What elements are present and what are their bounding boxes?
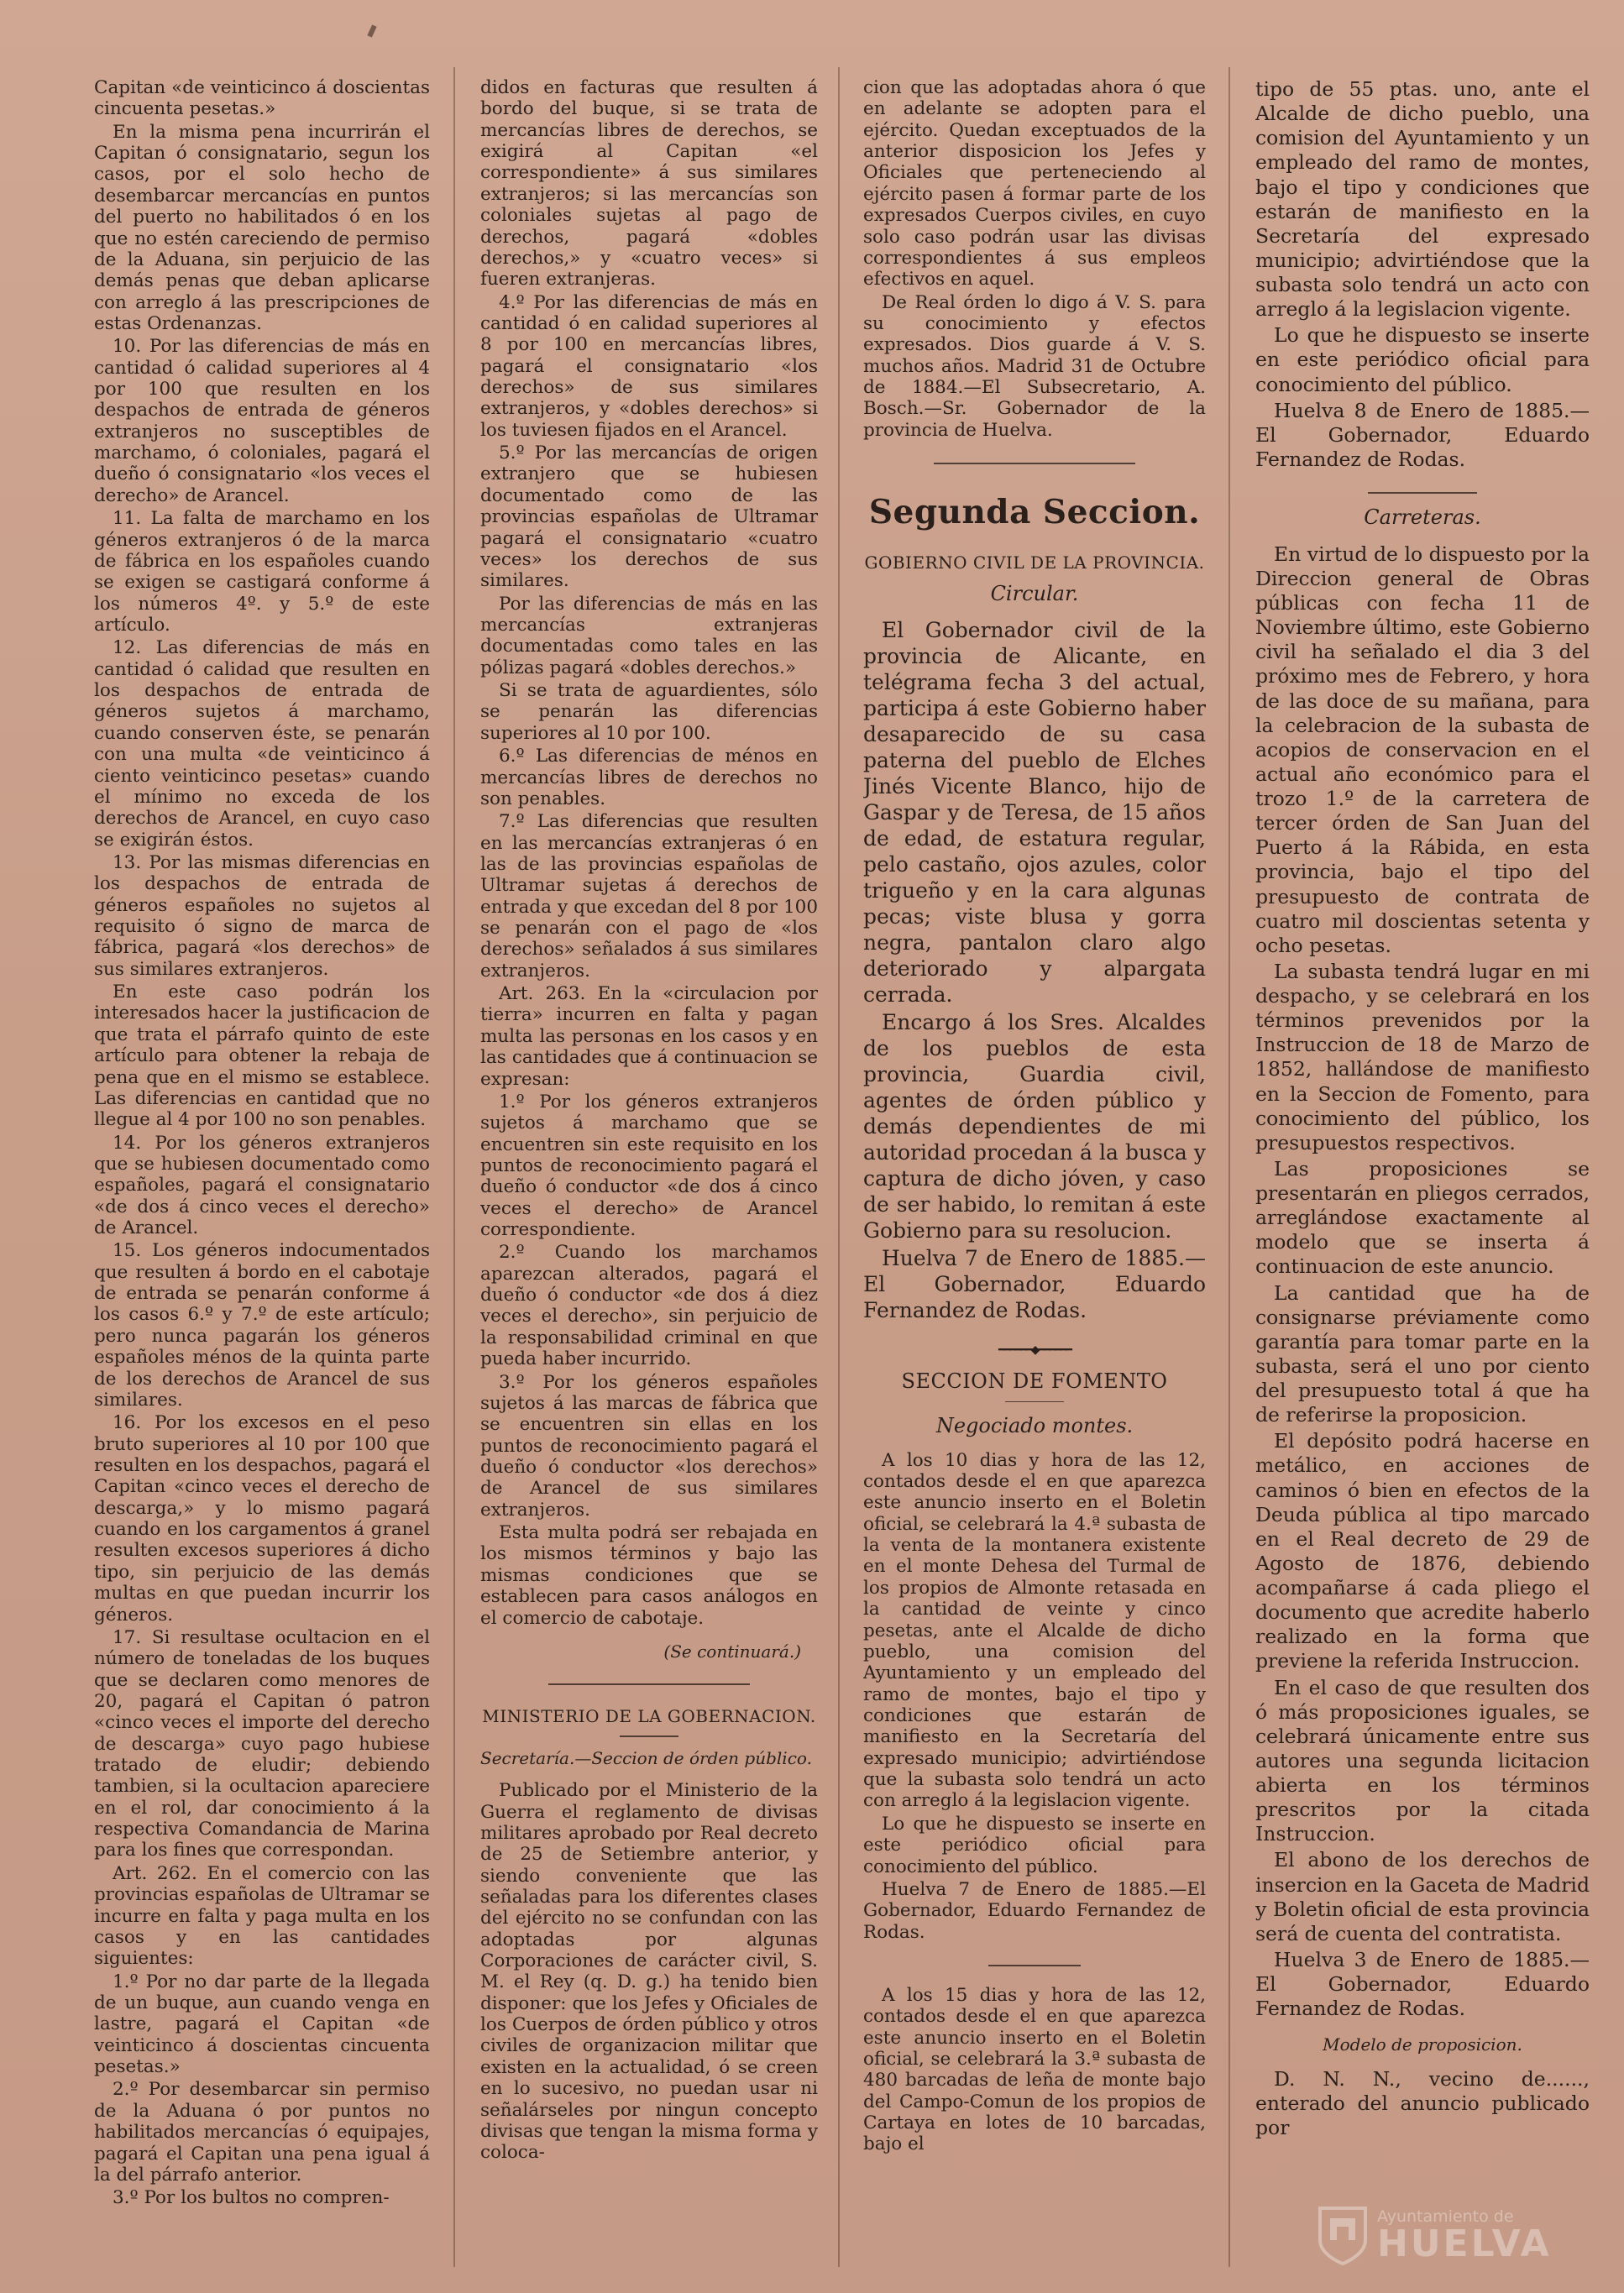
paragraph: 10. Por las diferencias de más en cantidad ó calidad superiores al 4 por 100 que resulten en los despachos de entrada de géneros extranjeros no susceptibles de marchamo, ó coloniales, pagará el dueño ó consignatario «los veces el derecho» de Arancel.	[94, 336, 430, 506]
ministry-heading: MINISTERIO DE LA GOBERNACION.	[482, 1706, 816, 1727]
paragraph: 6.º Las diferencias de ménos en mercancías libres de derechos no son penables.	[480, 746, 818, 809]
montes-subheading: Negociado montes.	[935, 1414, 1134, 1438]
watermark-line2: HUELVA	[1377, 2222, 1552, 2265]
section-title: Segunda Seccion.	[868, 493, 1201, 532]
paragraph: cion que las adoptadas ahora ó que en adelante se adopten para el ejército. Quedan exceptuados de la anterior disposicion los Jefes y Oficiales que perteneciendo al ejército pasen á formar parte de los expresados Cuerpos civiles, en cuyo solo caso podrán usar las divisas correspondientes á sus empleos efectivos en aquel.	[863, 77, 1206, 291]
fomento-heading: SECCION DE FOMENTO	[901, 1369, 1168, 1393]
paragraph: A los 10 dias y hora de las 12, contados desde el en que aparezca este anuncio inserto en el Boletin oficial, se celebrará la 4.ª subasta de la venta de la montanera existente en el monte Dehesa del Turmal de los propios de Almonte retasada en la cantidad de veinte y cinco pesetas, ante el Alcalde de dicho pueblo, una comision del Ayuntamiento y un empleado del ramo de montes, bajo el tipo y condiciones que estarán de manifiesto en la Secretaría del expresado municipio; advirtiéndose que la subasta solo tendrá un acto con arreglo á la legislacion vigente.	[863, 1449, 1206, 1812]
paragraph: 3.º Por los bultos no compren-	[113, 2187, 390, 2209]
paragraph: En la misma pena incurrirán el Capitan ó consignatario, segun los casos, por el solo hecho de desembarcar mercancías en puntos del puerto no habilitados ó en los que no estén careciendo de permiso de la Aduana, sin perjuicio de las demás penas que deban aplicarse con arreglo á las prescripciones de estas Ordenanzas.	[94, 121, 430, 334]
paragraph: A los 15 dias y hora de las 12, contados desde el en que aparezca este anuncio inserto en el Boletin oficial, se celebrará la 3.ª subasta de 480 barcadas de leña de monte bajo del Campo-Comun de los propios de Cartaya en lotes de 10 barcadas, bajo el	[863, 1984, 1206, 2155]
paragraph: Huelva 8 de Enero de 1885.—El Gobernador, Eduardo Fernandez de Rodas.	[1255, 398, 1590, 471]
paragraph: Encargo á los Sres. Alcaldes de los pueblos de esta provincia, Guardia civil, agentes de órden público y demás dependientes de mi autoridad procedan á la busca y captura de dicho jóven, y caso de ser habido, lo remitan á este Gobierno para su resolucion.	[863, 1010, 1206, 1243]
section-lead: Secretaría.—Seccion de órden público.	[480, 1747, 812, 1768]
column-rule	[1228, 67, 1230, 2267]
paragraph: tipo de 55 ptas. uno, ante el Alcalde de dicho pueblo, una comision del Ayuntamiento y un empleado del ramo de montes, bajo el tipo y condiciones que estarán de manifiesto en la Secretaría del expresado municipio; advirtiéndose que la subasta solo tendrá un acto con arreglo á la legislacion vigente.	[1255, 77, 1590, 322]
paragraph: Lo que he dispuesto se inserte en este periódico oficial para conocimiento del público.	[1255, 323, 1590, 396]
paragraph: 1.º Por los géneros extranjeros sujetos á marchamo que se encuentren sin este requisito en los puntos de reconocimiento pagará el dueño ó conductor «de dos á cinco veces el derecho» de Arancel correspondiente.	[480, 1091, 818, 1241]
paragraph: En este caso podrán los interesados hacer la justificacion de que trata el párrafo quinto de este artículo para obtener la rebaja de pena que en el mismo se establece. Las diferencias en cantidad que no llegue al 4 por 100 no son penables.	[94, 982, 430, 1131]
paper-mark	[367, 24, 376, 37]
column-4	[1255, 77, 1590, 2269]
paragraph: 7.º Las diferencias que resulten en las mercancías extranjeras ó en las de las provincias españolas de Ultramar sujetas á derechos de entrada y que excedan del 8 por 100 se penarán con el pago de «los derechos» señalados á sus similares extranjeros.	[480, 811, 818, 982]
modelo-subheading: Modelo de proposicion.	[1323, 2034, 1522, 2055]
paragraph: 2.º Por desembarcar sin permiso de la Aduana ó por puntos no habilitados mercancías ó equipajes, pagará el Capitan una pena igual á la del párrafo anterior.	[94, 2079, 430, 2186]
section-divider	[548, 1683, 750, 1685]
paragraph: 3.º Por los géneros españoles sujetos á las marcas de fábrica que se encuentren sin ellas en los puntos de reconocimiento pagará el dueño ó conductor «los derechos» de Arancel de sus similares extranjeros.	[480, 1371, 818, 1521]
city-crest-icon	[1317, 2203, 1369, 2267]
paragraph: El depósito podrá hacerse en metálico, en acciones de caminos ó bien en efectos de la Deuda pública al tipo marcado en el Real decreto de 29 de Agosto de 1876, debiendo acompañarse á cada pliego el documento que acredite haberlo realizado en la forma que previene la referida Instruccion.	[1255, 1429, 1590, 1673]
notice-divider	[988, 1965, 1081, 1966]
heading-underline	[1005, 1401, 1064, 1403]
section-divider	[1368, 492, 1477, 494]
paragraph: En el caso de que resulten dos ó más proposiciones iguales, se celebrará únicamente entre sus autores una segunda licitacion abierta en los términos prescritos por la citada Instruccion.	[1255, 1675, 1590, 1846]
column-3	[863, 77, 1206, 2269]
paragraph: De Real órden lo digo á V. S. para su conocimiento y efectos expresados. Dios guarde á V. S. muchos años. Madrid 31 de Octubre de 1884.—El Subsecretario, A. Bosch.—Sr. Gobernador de la provincia de Huelva.	[863, 291, 1206, 441]
paragraph: 17. Si resultase ocultacion en el número de toneladas de los buques que se declaren como menores de 20, pagará el Capitan ó patron «cinco veces el importe del derecho de descarga» cuyo pago hubiese tratado de eludir; debiendo tambien, si la ocultacion apareciere en el rol, dar conocimiento á la respectiva Comandancia de Marina para los fines que correspondan.	[94, 1626, 430, 1861]
circular-subheading: Circular.	[990, 581, 1079, 605]
heading-underline	[620, 1735, 678, 1737]
paragraph: 4.º Por las diferencias de más en cantidad ó en calidad superiores al 8 por 100 en mercancías libres, pagará el consignatario «los derechos» de sus similares extranjeros, y «dobles derechos» si los tuviesen fijados en el Arancel.	[480, 291, 818, 441]
paragraph: La subasta tendrá lugar en mi despacho, y se celebrará en los términos prevenidos por la Instruccion de 18 de Marzo de 1852, hallándose de manifiesto en la Seccion de Fomento, para conocimiento del público, los presupuestos respectivos.	[1255, 959, 1590, 1154]
continuation-note: (Se continuará.)	[663, 1641, 801, 1662]
paragraph: 2.º Cuando los marchamos aparezcan alterados, pagará el dueño ó conductor «de dos á diez veces el derecho», sin perjuicio de la responsabilidad criminal en que pueda haber incurrido.	[480, 1242, 818, 1370]
paragraph: 11. La falta de marchamo en los géneros extranjeros ó de la marca de fábrica en los españoles cuando se exigen se castigará conforme á los números 4º. y 5.º de este artículo.	[94, 508, 430, 636]
paragraph: 16. Por los excesos en el peso bruto superiores al 10 por 100 que resulten en los despachos, pagará el Capitan «cinco veces el derecho de descarga,» y lo mismo pagará cuando en los cargamentos á granel resulten excesos superiores á dicho tipo, sin perjuicio de las demás multas en que puedan incurrir los géneros.	[94, 1412, 430, 1626]
paragraph: 14. Por los géneros extranjeros que se hubiesen documentado como españoles, pagará el consignatario «de dos á cinco veces el derecho» de Arancel.	[94, 1132, 430, 1239]
column-rule	[838, 67, 840, 2267]
section-divider	[934, 463, 1135, 464]
paragraph: La cantidad que ha de consignarse préviamente como garantía para tomar parte en la subasta, será el uno por ciento del presupuesto total á que ha de referirse la proposicion.	[1255, 1280, 1590, 1427]
watermark-line1: Ayuntamiento de	[1377, 2207, 1514, 2226]
paragraph: En virtud de lo dispuesto por la Direccion general de Obras públicas con fecha 11 de Noviembre último, este Gobierno civil ha señalado el dia 3 del próximo mes de Febrero, y hora de las doce de su mañana, para la celebracion de la subasta de acopios de conservacion en el actual año económico para el trozo 1.º de la carretera de tercer órden de San Juan del Puerto á la Rábida, en esta provincia, bajo el tipo del presupuesto de contrata de cuatro mil doscientas setenta y ocho pesetas.	[1255, 542, 1590, 957]
column-2	[480, 77, 818, 2269]
paragraph: didos en facturas que resulten á bordo del buque, si se trata de mercancías libres de derechos, se exigirá al Capitan «el correspondiente» á sus similares extranjeros; si las mercancías son coloniales sujetas al pago de derechos, pagará «dobles derechos,» y «cuatro veces» si fueren extranjeras.	[480, 77, 818, 291]
paragraph: Las proposiciones se presentarán en pliegos cerrados, arreglándose exactamente al modelo que se inserta á continuacion de este anuncio.	[1255, 1156, 1590, 1279]
paragraph: Huelva 3 de Enero de 1885.—El Gobernador, Eduardo Fernandez de Rodas.	[1255, 1947, 1590, 2021]
paragraph: 13. Por las mismas diferencias en los despachos de entrada de géneros españoles no sujetos al requisito ó signo de marca de fábrica, pagará «los derechos» de sus similares extranjeros.	[94, 851, 430, 980]
paragraph: Esta multa podrá ser rebajada en los mismos términos y bajo las mismas condiciones que se establecen para casos análogos en el comercio de cabotaje.	[480, 1522, 818, 1629]
paragraph: 12. Las diferencias de más en cantidad ó calidad que resulten en los despachos de entrada de géneros sujetos á marchamo, cuando conserven éste, se penarán con una multa «de veinticinco á ciento veinticinco pesetas» cuando el mínimo no exceda de los derechos de Arancel, en cuyo caso se exigirán éstos.	[94, 637, 430, 851]
paragraph: Capitan «de veinticinco á doscientas cincuenta pesetas.»	[94, 77, 430, 120]
paragraph: Huelva 7 de Enero de 1885.—El Gobernador, Eduardo Fernandez de Rodas.	[863, 1878, 1206, 1943]
paragraph: Huelva 7 de Enero de 1885.—El Gobernador, Eduardo Fernandez de Rodas.	[863, 1246, 1206, 1323]
paragraph: D. N. N., vecino de......, enterado del anuncio publicado por	[1255, 2067, 1590, 2140]
paragraph: Art. 263. En la «circulacion por tierra» incurren en falta y pagan multa las personas en los casos y en las cantidades que á continuacion se expresan:	[480, 983, 818, 1090]
paragraph: Si se trata de aguardientes, sólo se penarán las diferencias superiores al 10 por 100.	[480, 680, 818, 744]
column-rule	[453, 67, 455, 2267]
paragraph: 15. Los géneros indocumentados que resulten á bordo en el cabotaje de entrada se penarán conforme á los casos 6.º y 7.º de este artículo; pero nunca pagarán los géneros españoles ménos de la quinta parte de los derechos de Arancel de sus similares.	[94, 1240, 430, 1411]
column-1	[94, 77, 430, 2269]
paragraph: Publicado por el Ministerio de la Guerra el reglamento de divisas militares aprobado por Real decreto de 25 de Setiembre anterior, y siendo conveniente que las señaladas para los diferentes clases del ejército no se confundan con las adoptadas por algunas Corporaciones de carácter civil, S. M. el Rey (q. D. g.) ha tenido bien disponer: que los Jefes y Oficiales de los Cuerpos de órden público y otros civiles de organizacion militar que existen en la actualidad, ó se creen en lo sucesivo, no puedan usar ni señalárseles por ningun concepto divisas que tengan la misma forma y coloca-	[480, 1780, 818, 2164]
archive-watermark	[1317, 2199, 1594, 2271]
paragraph: 5.º Por las mercancías de origen extranjero que se hubiesen documentado como de las provincias españolas de Ultramar pagará el consignatario «cuatro veces» los derechos de sus similares.	[480, 442, 818, 592]
paragraph: Lo que he dispuesto se inserte en este periódico oficial para conocimiento del público.	[863, 1813, 1206, 1877]
paragraph: Por las diferencias de más en las mercancías extranjeras documentadas como tales en las pólizas pagará «dobles derechos.»	[480, 593, 818, 678]
paragraph: Art. 262. En el comercio con las provincias españolas de Ultramar se incurre en falta y paga multa en los casos y en las cantidades siguientes:	[94, 1862, 430, 1970]
paragraph: El abono de los derechos de insercion en la Gaceta de Madrid y Boletin oficial de esta provincia será de cuenta del contratista.	[1255, 1848, 1590, 1945]
paragraph: El Gobernador civil de la provincia de Alicante, en telégrama fecha 3 del actual, participa á este Gobierno haber desaparecido de su casa paterna del pueblo de Elches Jinés Vicente Blanco, hijo de Gaspar y de Teresa, de 15 años de edad, de estatura regular, pelo castaño, ojos azules, color trigueño y en la cara algunas pecas; viste blusa y gorra negra, pantalon claro algo deteriorado y alpargata cerrada.	[863, 618, 1206, 1008]
government-heading: GOBIERNO CIVIL DE LA PROVINCIA.	[864, 552, 1205, 573]
paragraph: 1.º Por no dar parte de la llegada de un buque, aun cuando venga en lastre, pagará el Capitan «de veinticinco á doscientas cincuenta pesetas.»	[94, 1971, 430, 2078]
carreteras-subheading: Carreteras.	[1364, 505, 1481, 529]
ornament-divider: ━━━━━━◆━━━━━━	[998, 1343, 1071, 1358]
